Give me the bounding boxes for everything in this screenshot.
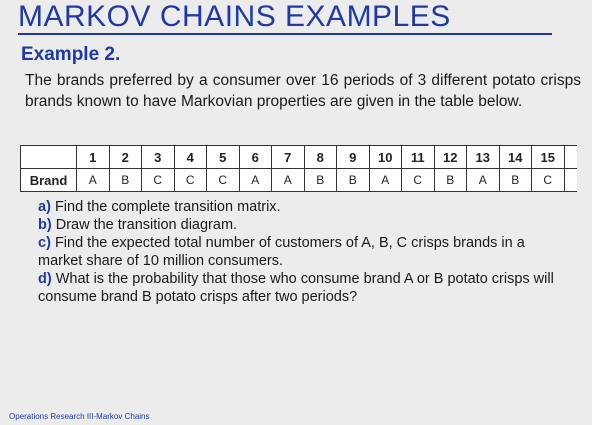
period-header-row	[21, 146, 577, 169]
question-letter: d)	[38, 271, 52, 287]
brand-cell: A	[272, 169, 305, 192]
brand-cell: A	[239, 169, 272, 192]
period-cell: 15	[532, 146, 565, 169]
intro-paragraph: The brands preferred by a consumer over 16 periods of 3 different potato crisps brands known to have Markovian properties are given in the table below.	[25, 72, 581, 110]
period-cell: 14	[499, 146, 532, 169]
brand-cell: C	[174, 169, 207, 192]
question-letter: a)	[38, 199, 51, 215]
period-cell: 3	[142, 146, 175, 169]
period-cell: 11	[402, 146, 435, 169]
period-cell: 9	[337, 146, 370, 169]
question-b	[38, 216, 566, 234]
slide-footer: Operations Research III-Markov Chains	[9, 412, 150, 421]
truncated-cell	[564, 169, 577, 192]
question-list	[38, 198, 566, 306]
brand-cell: C	[532, 169, 565, 192]
question-letter: b)	[38, 217, 52, 233]
brand-cell: B	[304, 169, 337, 192]
question-letter: c)	[38, 235, 51, 251]
brand-cell: B	[337, 169, 370, 192]
brand-cell: A	[77, 169, 110, 192]
period-cell: 8	[304, 146, 337, 169]
brand-cell: A	[467, 169, 500, 192]
brand-cell: A	[369, 169, 402, 192]
brand-cell: B	[109, 169, 142, 192]
period-cell: 4	[174, 146, 207, 169]
brand-cell: B	[499, 169, 532, 192]
brand-cell: C	[402, 169, 435, 192]
slide-title: MARKOV CHAINS EXAMPLES	[18, 0, 451, 33]
period-cell: 1	[77, 146, 110, 169]
brand-cell: C	[142, 169, 175, 192]
corner-cell	[21, 146, 77, 169]
truncated-cell	[564, 146, 577, 169]
question-text: Find the complete transition matrix.	[54, 199, 281, 215]
brand-cell: C	[207, 169, 240, 192]
period-cell: 12	[434, 146, 467, 169]
period-cell: 5	[207, 146, 240, 169]
brand-table	[20, 145, 577, 192]
question-d	[38, 270, 566, 306]
title-underline	[18, 33, 552, 35]
question-text: Draw the transition diagram.	[55, 217, 238, 233]
question-c	[38, 234, 566, 270]
period-cell: 6	[239, 146, 272, 169]
brand-row-header: Brand	[21, 169, 77, 192]
brand-row	[21, 169, 577, 192]
period-cell: 7	[272, 146, 305, 169]
question-text: What is the probability that those who consume brand A or B potato crisps will consume brand B potato crisps after two periods?	[38, 271, 554, 305]
period-cell: 13	[467, 146, 500, 169]
question-text: Find the expected total number of customers of A, B, C crisps brands in a market share of 10 million consumers.	[38, 235, 525, 269]
example-heading: Example 2.	[21, 44, 121, 65]
period-cell: 10	[369, 146, 402, 169]
brand-cell: B	[434, 169, 467, 192]
period-cell: 2	[109, 146, 142, 169]
question-a	[38, 198, 566, 216]
